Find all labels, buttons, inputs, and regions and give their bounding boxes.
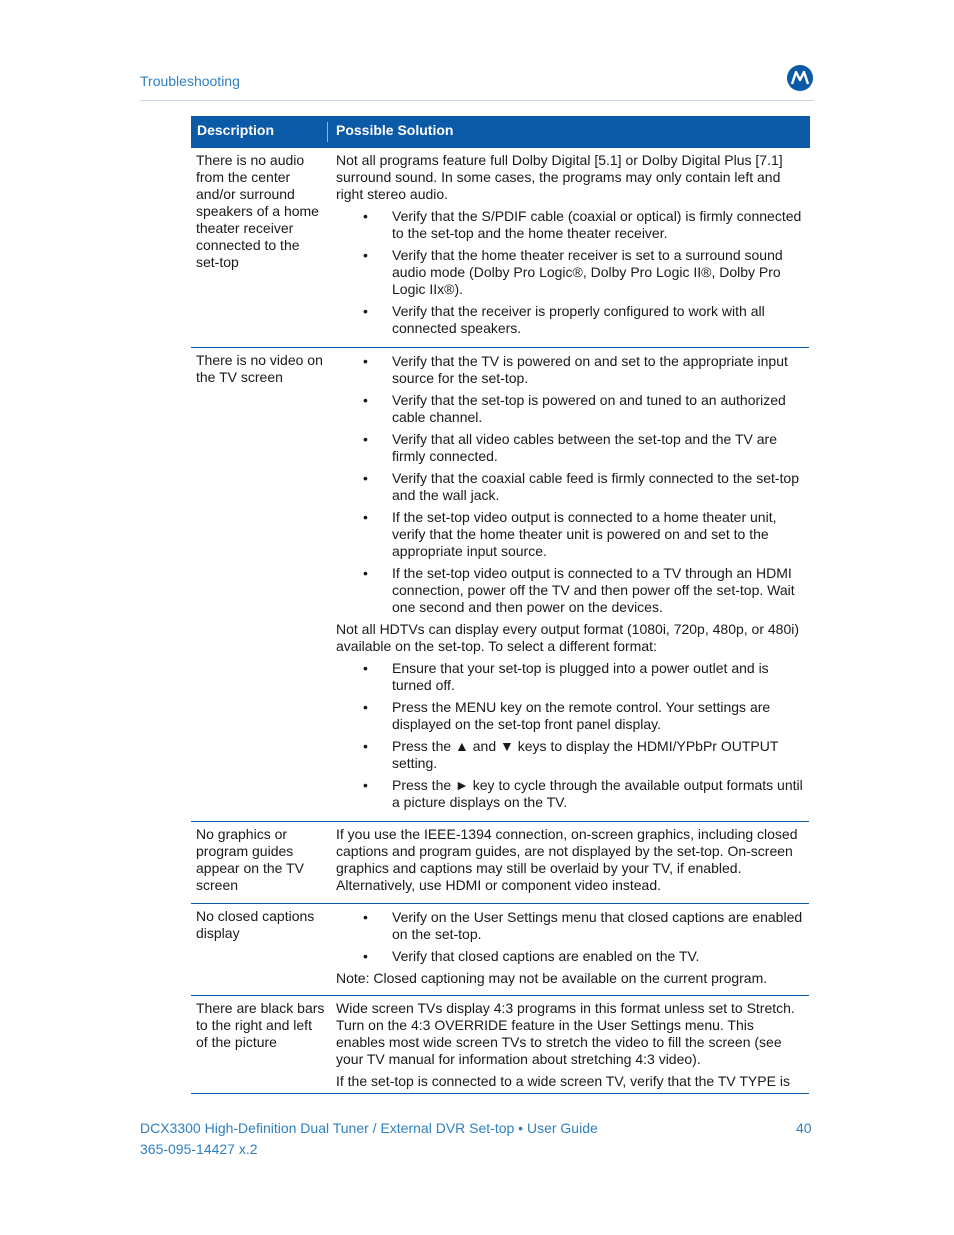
solution-bullets [336,353,806,616]
list-item: • If the set-top video output is connected to a home theater unit, verify that the home theater unit is powered on and set to the appropriate input source. [363,509,777,559]
list-item: • Press the MENU key on the remote control. Your settings are displayed on the set-top front panel display. [363,699,771,732]
row-solution [336,152,806,337]
footer-document-number: 365-095-14427 x.2 [140,1141,258,1157]
list-item: • Verify that the coaxial cable feed is firmly connected to the set-top and the wall jack. [363,470,799,503]
solution-bullets [336,660,806,811]
row-solution [336,826,806,894]
row-description: No closed captions display [196,908,315,941]
column-header-description: Description [197,122,275,138]
list-item: • Ensure that your set-top is plugged into a power outlet and is turned off. [363,660,769,693]
list-item: • Verify that the set-top is powered on and tuned to an authorized cable channel. [363,392,786,425]
solution-bullets [336,208,806,337]
header-separator [327,122,328,142]
solution-bullets [336,909,806,965]
troubleshooting-table [191,116,810,1094]
motorola-logo-icon [787,65,813,91]
footer-document-title: DCX3300 High-Definition Dual Tuner / External DVR Set-top • User Guide [140,1120,598,1136]
list-item: • Press the ▲ and ▼ keys to display the HDMI/YPbPr OUTPUT setting. [363,738,779,771]
list-item: • If the set-top video output is connected to a TV through an HDMI connection, power off the TV and then power off the set-top. Wait one second and then power on the devices. [363,565,795,615]
table-row [191,904,809,996]
table-row [191,148,809,348]
row-description: There is no audio from the center and/or surround speakers of a home theater receiver connected to the set-top [196,152,319,270]
solution-paragraph: Wide screen TVs display 4:3 programs in this format unless set to Stretch. Turn on the 4:3 OVERRIDE feature in the User Settings menu. This enables most wide screen TVs to stretch the video to fill the screen (see your TV manual for information about stretching 4:3 video). [336,1000,795,1067]
list-item: • Verify that the home theater receiver is set to a surround sound audio mode (Dolby Pro Logic®, Dolby Pro Logic II®, Dolby Pro Logic IIx®). [363,247,783,297]
list-item: • Verify on the User Settings menu that closed captions are enabled on the set-top. [363,909,803,942]
table-row [191,996,809,1094]
row-description: There is no video on the TV screen [196,352,323,385]
row-description: There are black bars to the right and left of the picture [196,1000,325,1050]
solution-paragraph: Not all HDTVs can display every output format (1080i, 720p, 480p, or 480i) available on the set-top. To select a different format: [336,621,800,654]
table-header [191,116,810,148]
row-solution [336,909,806,987]
list-item: • Verify that the S/PDIF cable (coaxial or optical) is firmly connected to the set-top and the home theater receiver. [363,208,802,241]
solution-note: Note: Closed captioning may not be available on the current program. [336,970,768,986]
solution-note: If the set-top is connected to a wide screen TV, verify that the TV TYPE is [336,1073,790,1089]
column-header-solution: Possible Solution [336,122,454,138]
list-item: • Press the ► key to cycle through the available output formats until a picture displays on the TV. [363,777,803,810]
list-item: • Verify that the TV is powered on and set to the appropriate input source for the set-top. [363,353,788,386]
solution-intro: Not all programs feature full Dolby Digital [5.1] or Dolby Digital Plus [7.1] surround sound. In some cases, the programs may only contain left and right stereo audio. [336,152,783,202]
row-solution [336,353,806,811]
solution-paragraph: If you use the IEEE-1394 connection, on-screen graphics, including closed captions and program guides, are not displayed by the set-top. On-screen graphics and captions may still be overlaid by your TV, if enabled. Alternatively, use HDMI or component video instead. [336,826,798,893]
table-row [191,348,809,822]
page-number: 40 [796,1120,812,1136]
header-divider [140,100,814,101]
list-item: • Verify that closed captions are enabled on the TV. [363,948,700,964]
section-title: Troubleshooting [140,73,240,89]
row-solution [336,1000,806,1090]
list-item: • Verify that the receiver is properly configured to work with all connected speakers. [363,303,765,336]
table-row [191,822,809,904]
row-description: No graphics or program guides appear on the TV screen [196,826,304,893]
list-item: • Verify that all video cables between the set-top and the TV are firmly connected. [363,431,777,464]
